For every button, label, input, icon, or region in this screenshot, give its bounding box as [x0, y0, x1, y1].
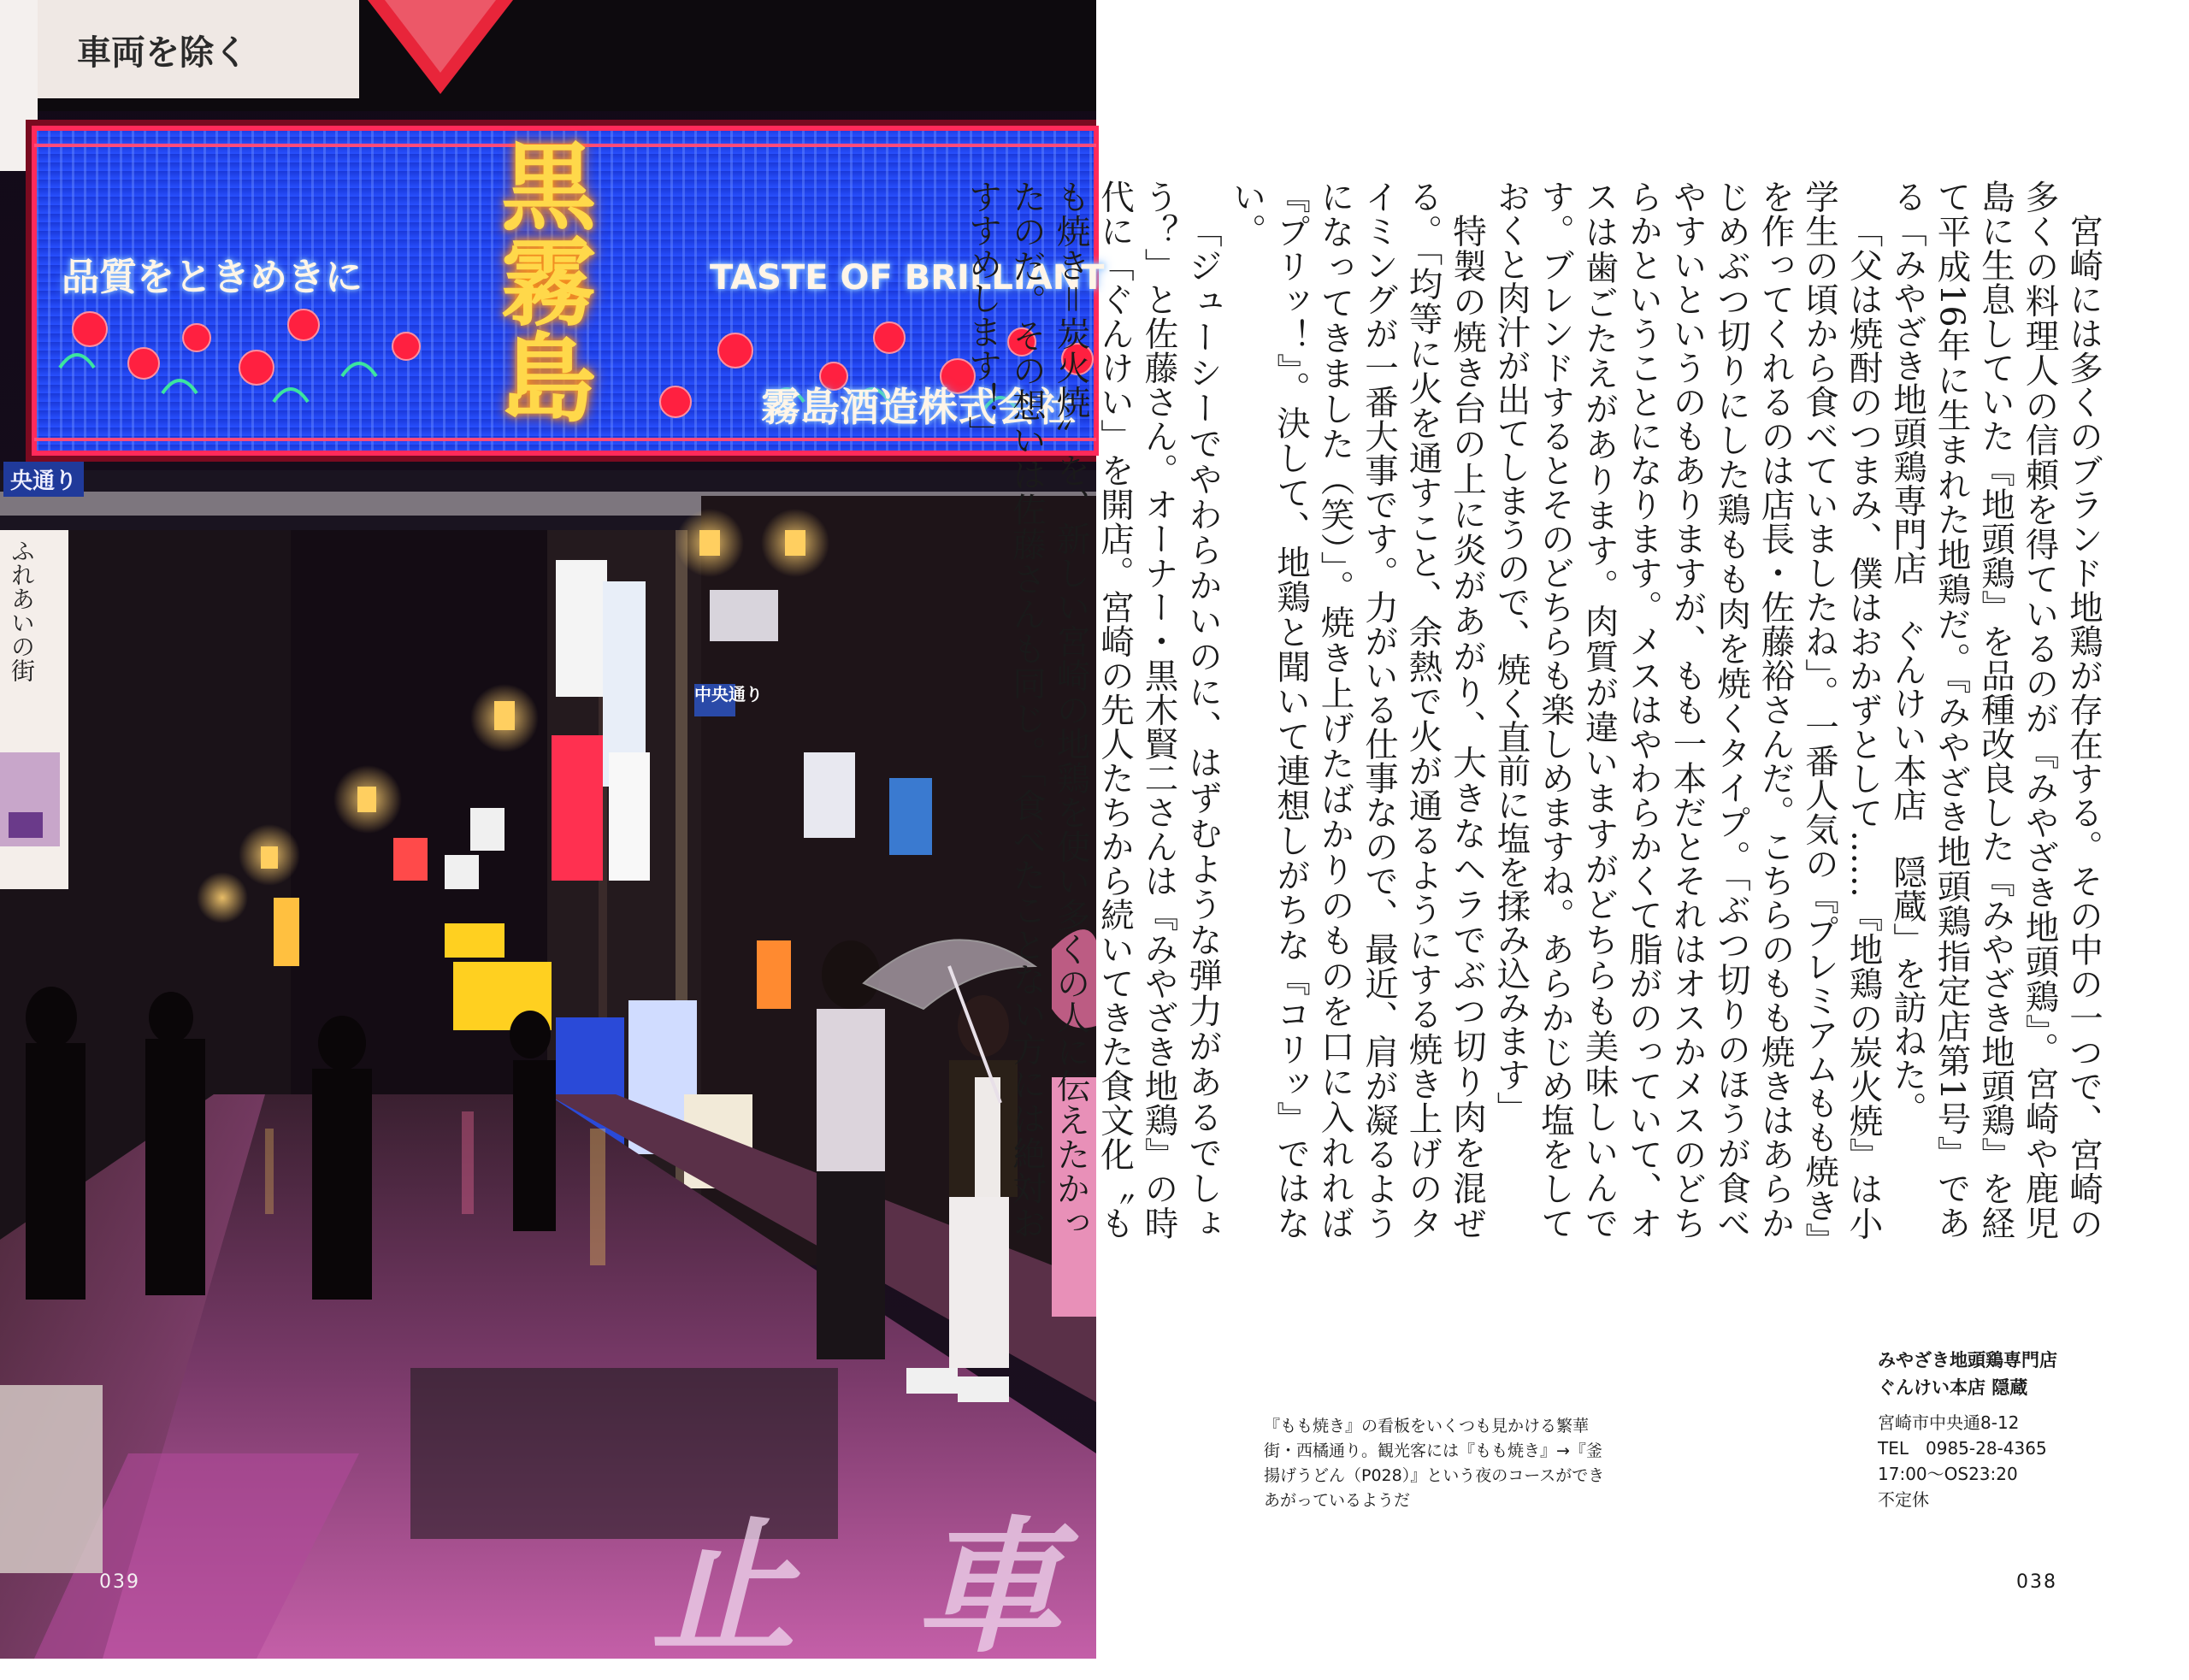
sign-tagline: TASTE OF BRILLIANT: [710, 258, 1105, 298]
sign-company: 霧島酒造株式会社: [761, 384, 1076, 430]
paragraph: 「ジューシーでやわらかいのに、はずむような弾力があるでしょう？」と佐藤さん。オーナー・黒木賢二さんは『みやざき地鶏』の時代に「ぐんけい」を開店。宮崎の先人たちから続いてきた食文化〝もも焼き＝炭火焼〟を、新しい宮崎の地鶏を使い多くの人に伝えたかったのだ。その想いは佐藤さんも同じ。「食べたことない方には絶対おすすめします！」: [963, 180, 1223, 1240]
street-sign-left: 央通り: [3, 462, 84, 497]
shop-hours: 17:00〜OS23:20: [1878, 1464, 2018, 1484]
sign-brand-vertical: 黒霧島: [485, 137, 596, 424]
shop-name-line1: みやざき地頭鶏専門店: [1878, 1350, 2057, 1371]
shop-tel: TEL 0985-28-4365: [1878, 1438, 2047, 1459]
shop-closed: 不定休: [1878, 1489, 1929, 1510]
top-banner-text: 車両を除く: [77, 33, 248, 73]
article-body: [963, 180, 2105, 1241]
photo-caption: 『もも焼き』の看板をいくつも見かける繁華街・西橘通り。観光客には『もも焼き』→『釜揚げうどん（P028）』という夜のコースができあがっているようだ: [1264, 1417, 1605, 1510]
page-number-left: 039: [99, 1571, 140, 1593]
sign-slogan: 品質をときめきに: [62, 256, 363, 299]
road-marking-text: 止 車: [642, 1504, 1130, 1673]
shop-name-line2: ぐんけい本店 隠蔵: [1878, 1377, 2028, 1398]
paragraph: 宮崎には多くのブランド地鶏が存在する。その中の一つで、宮崎の多くの料理人の信頼を得ているのが『みやざき地頭鶏』。宮崎や鹿児島に生息していた『地頭鶏』を品種改良した『みやざき地頭鶏』を経て平成16年に生まれた地鶏だ。『みやざき地頭鶏指定店第1号』である「みやざき地頭鶏専門店 ぐんけい本店 隠蔵」を訪ねた。: [1888, 180, 2103, 1241]
shop-address: 宮崎市中央通8-12: [1878, 1412, 2020, 1433]
paragraph: 「父は焼酎のつまみ、僕はおかずとして……『地鶏の炭火焼』は小学生の頃から食べていましたね」。一番人気の『プレミアムもも焼き』を作ってくれるのは店長・佐藤裕さんだ。こちらのもも焼きはあらかじめぶつ切りにした鶏もも肉を焼くタイプ。「ぶつ切りのほうが食べやすいというのもありますが、もも一本だとそれはオスかメスのどちらかということになります。メスはやわらかくて脂がのっていて、オスは歯ごたえがあります。肉質が違いますがどちらも美味しいんです。ブレンドするとそのどちらも楽しめますね。あらかじめ塩をしておくと肉汁が出てしまうので、焼く直前に塩を揉み込みます」: [1491, 180, 1884, 1240]
paragraph: 特製の焼き台の上に炎があがり、大きなヘラでぶつ切り肉を混ぜる。「均等に火を通すこと、余熱で火が通るようにする焼き上げのタイミングが一番大事です。力がいる仕事なので、最近、肩が凝るようになってきました（笑）」。焼き上げたばかりのものを口に入れれば『プリッ！』。決して、地鶏と聞いて連想しがちな『コリッ』ではない。: [1227, 180, 1487, 1240]
hanging-sign: ふれあいの街: [8, 539, 36, 682]
shop-info: [1878, 1347, 2134, 1512]
page-number-right: 038: [2016, 1571, 2057, 1593]
street-sign-center: 中央通り: [694, 684, 763, 704]
